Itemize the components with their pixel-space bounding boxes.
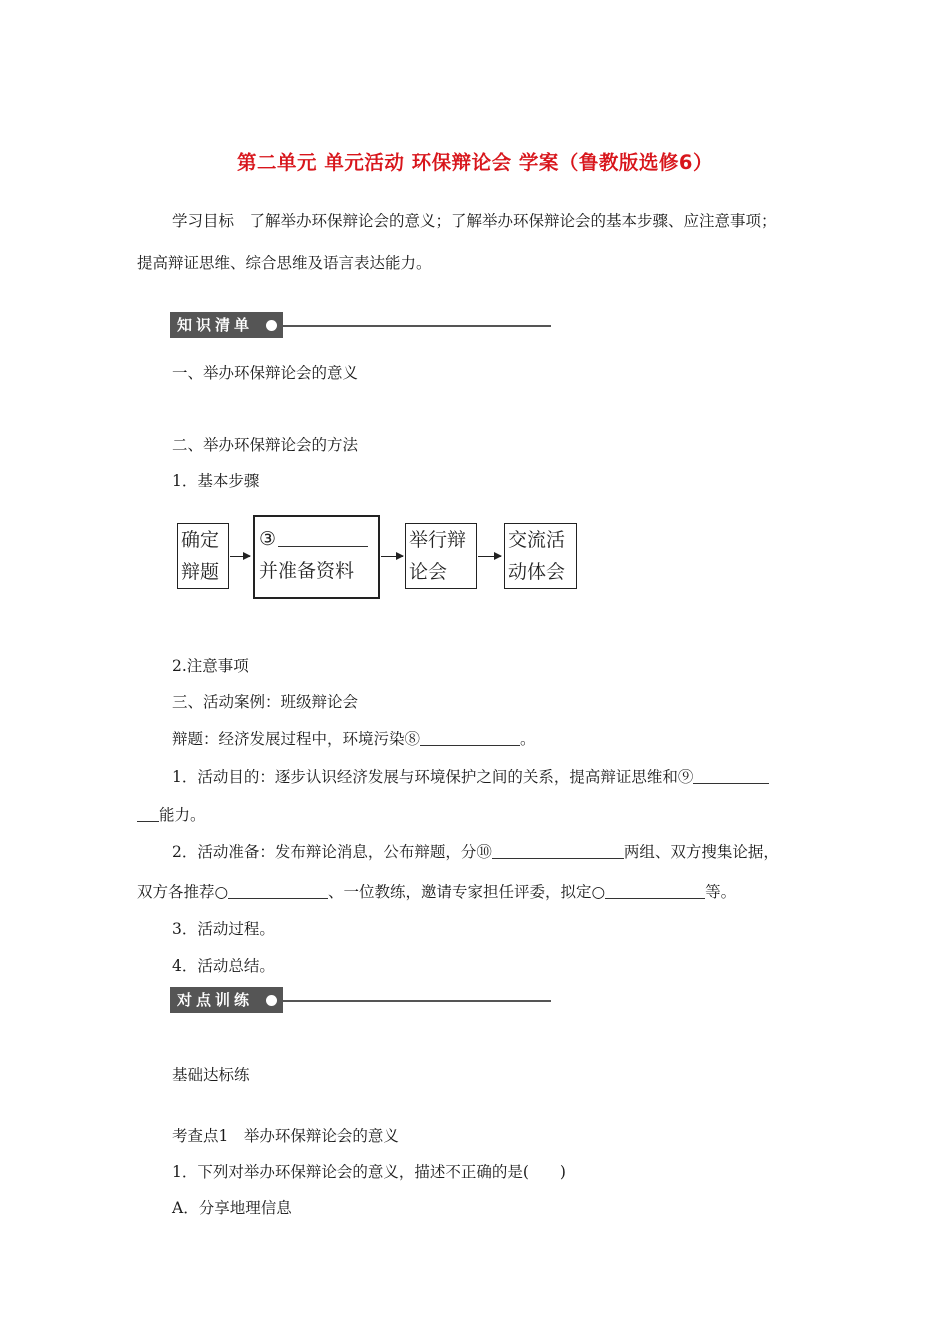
bullet-dot-icon (266, 320, 277, 331)
bullet-dot-icon (266, 995, 277, 1006)
activity-purpose (172, 765, 769, 787)
activity-purpose-text: 1．活动目的：逐步认识经济发展与环境保护之间的关系，提高辩证思维和⑨ (172, 768, 694, 786)
answer-blank-8 (420, 731, 520, 746)
answer-blank-12 (605, 884, 705, 899)
exam-point: 考查点1 举办环保辩论会的意义 (172, 1127, 399, 1145)
section-header-knowledge (170, 312, 551, 338)
step-box-2-number: ③ (259, 528, 277, 550)
question-1-option-a: A．分享地理信息 (172, 1199, 292, 1217)
step-box-3 (405, 523, 477, 589)
debate-topic-end: 。 (520, 730, 536, 748)
activity-purpose-cont (137, 803, 206, 825)
objective-line-1: 学习目标 了解举办环保辩论会的意义；了解举办环保辩论会的基本步骤、应注意事项； (172, 212, 777, 230)
activity-prep-text: 2．活动准备：发布辩论消息，公布辩题，分⑩ (172, 843, 492, 861)
step-box-2-line2: 并准备资料 (259, 560, 355, 582)
heading-significance: 一、举办环保辩论会的意义 (172, 364, 359, 382)
activity-summary: 4．活动总结。 (172, 957, 275, 975)
debate-topic-text: 辩题：经济发展过程中，环境污染⑧ (172, 730, 421, 748)
answer-blank-10 (492, 844, 624, 859)
section-label: 知识清单 (170, 312, 283, 338)
step-box-4-line1: 交流活 (508, 529, 566, 551)
step-box-4-line2: 动体会 (508, 561, 566, 583)
activity-prep-cont (137, 880, 736, 902)
answer-blank-9-cont (137, 807, 159, 822)
step-box-3-line1: 举行辩 (409, 529, 467, 551)
answer-blank-11 (228, 884, 328, 899)
activity-prep-text-3: 双方各推荐○ (137, 883, 229, 901)
answer-blank-3 (278, 532, 368, 547)
question-1: 1．下列对举办环保辩论会的意义，描述不正确的是( ) (172, 1163, 566, 1181)
divider-line (283, 325, 551, 327)
answer-blank-9 (693, 769, 769, 784)
objective-line-2: 提高辩证思维、综合思维及语言表达能力。 (137, 254, 432, 272)
section-header-practice (170, 987, 551, 1013)
step-box-1-line2: 辩题 (181, 561, 220, 583)
step-box-4 (504, 523, 577, 589)
arrow-right-icon (478, 556, 501, 557)
divider-line (283, 1000, 551, 1002)
heading-case: 三、活动案例：班级辩论会 (172, 693, 359, 711)
arrow-right-icon (381, 556, 403, 557)
activity-process: 3．活动过程。 (172, 920, 275, 938)
step-box-1 (177, 523, 229, 589)
section-label: 对点训练 (170, 987, 283, 1013)
arrow-right-icon (230, 556, 250, 557)
notes-title: 2.注意事项 (172, 657, 249, 675)
step-box-3-line2: 论会 (409, 561, 448, 583)
activity-purpose-end: 能力。 (159, 806, 206, 824)
step-box-1-line1: 确定 (181, 529, 220, 551)
basic-steps-title: 1．基本步骤 (172, 472, 260, 490)
page-title: 第二单元 单元活动 环保辩论会 学案（鲁教版选修6） (237, 151, 713, 174)
activity-prep (172, 840, 779, 862)
activity-prep-text-4: 、一位教练，邀请专家担任评委，拟定○ (328, 883, 606, 901)
practice-level: 基础达标练 (172, 1066, 250, 1084)
heading-methods: 二、举办环保辩论会的方法 (172, 436, 359, 454)
activity-prep-end: 等。 (705, 883, 737, 901)
activity-prep-text-2: 两组、双方搜集论据， (623, 843, 779, 861)
debate-topic (172, 727, 536, 749)
step-box-2 (253, 515, 380, 599)
